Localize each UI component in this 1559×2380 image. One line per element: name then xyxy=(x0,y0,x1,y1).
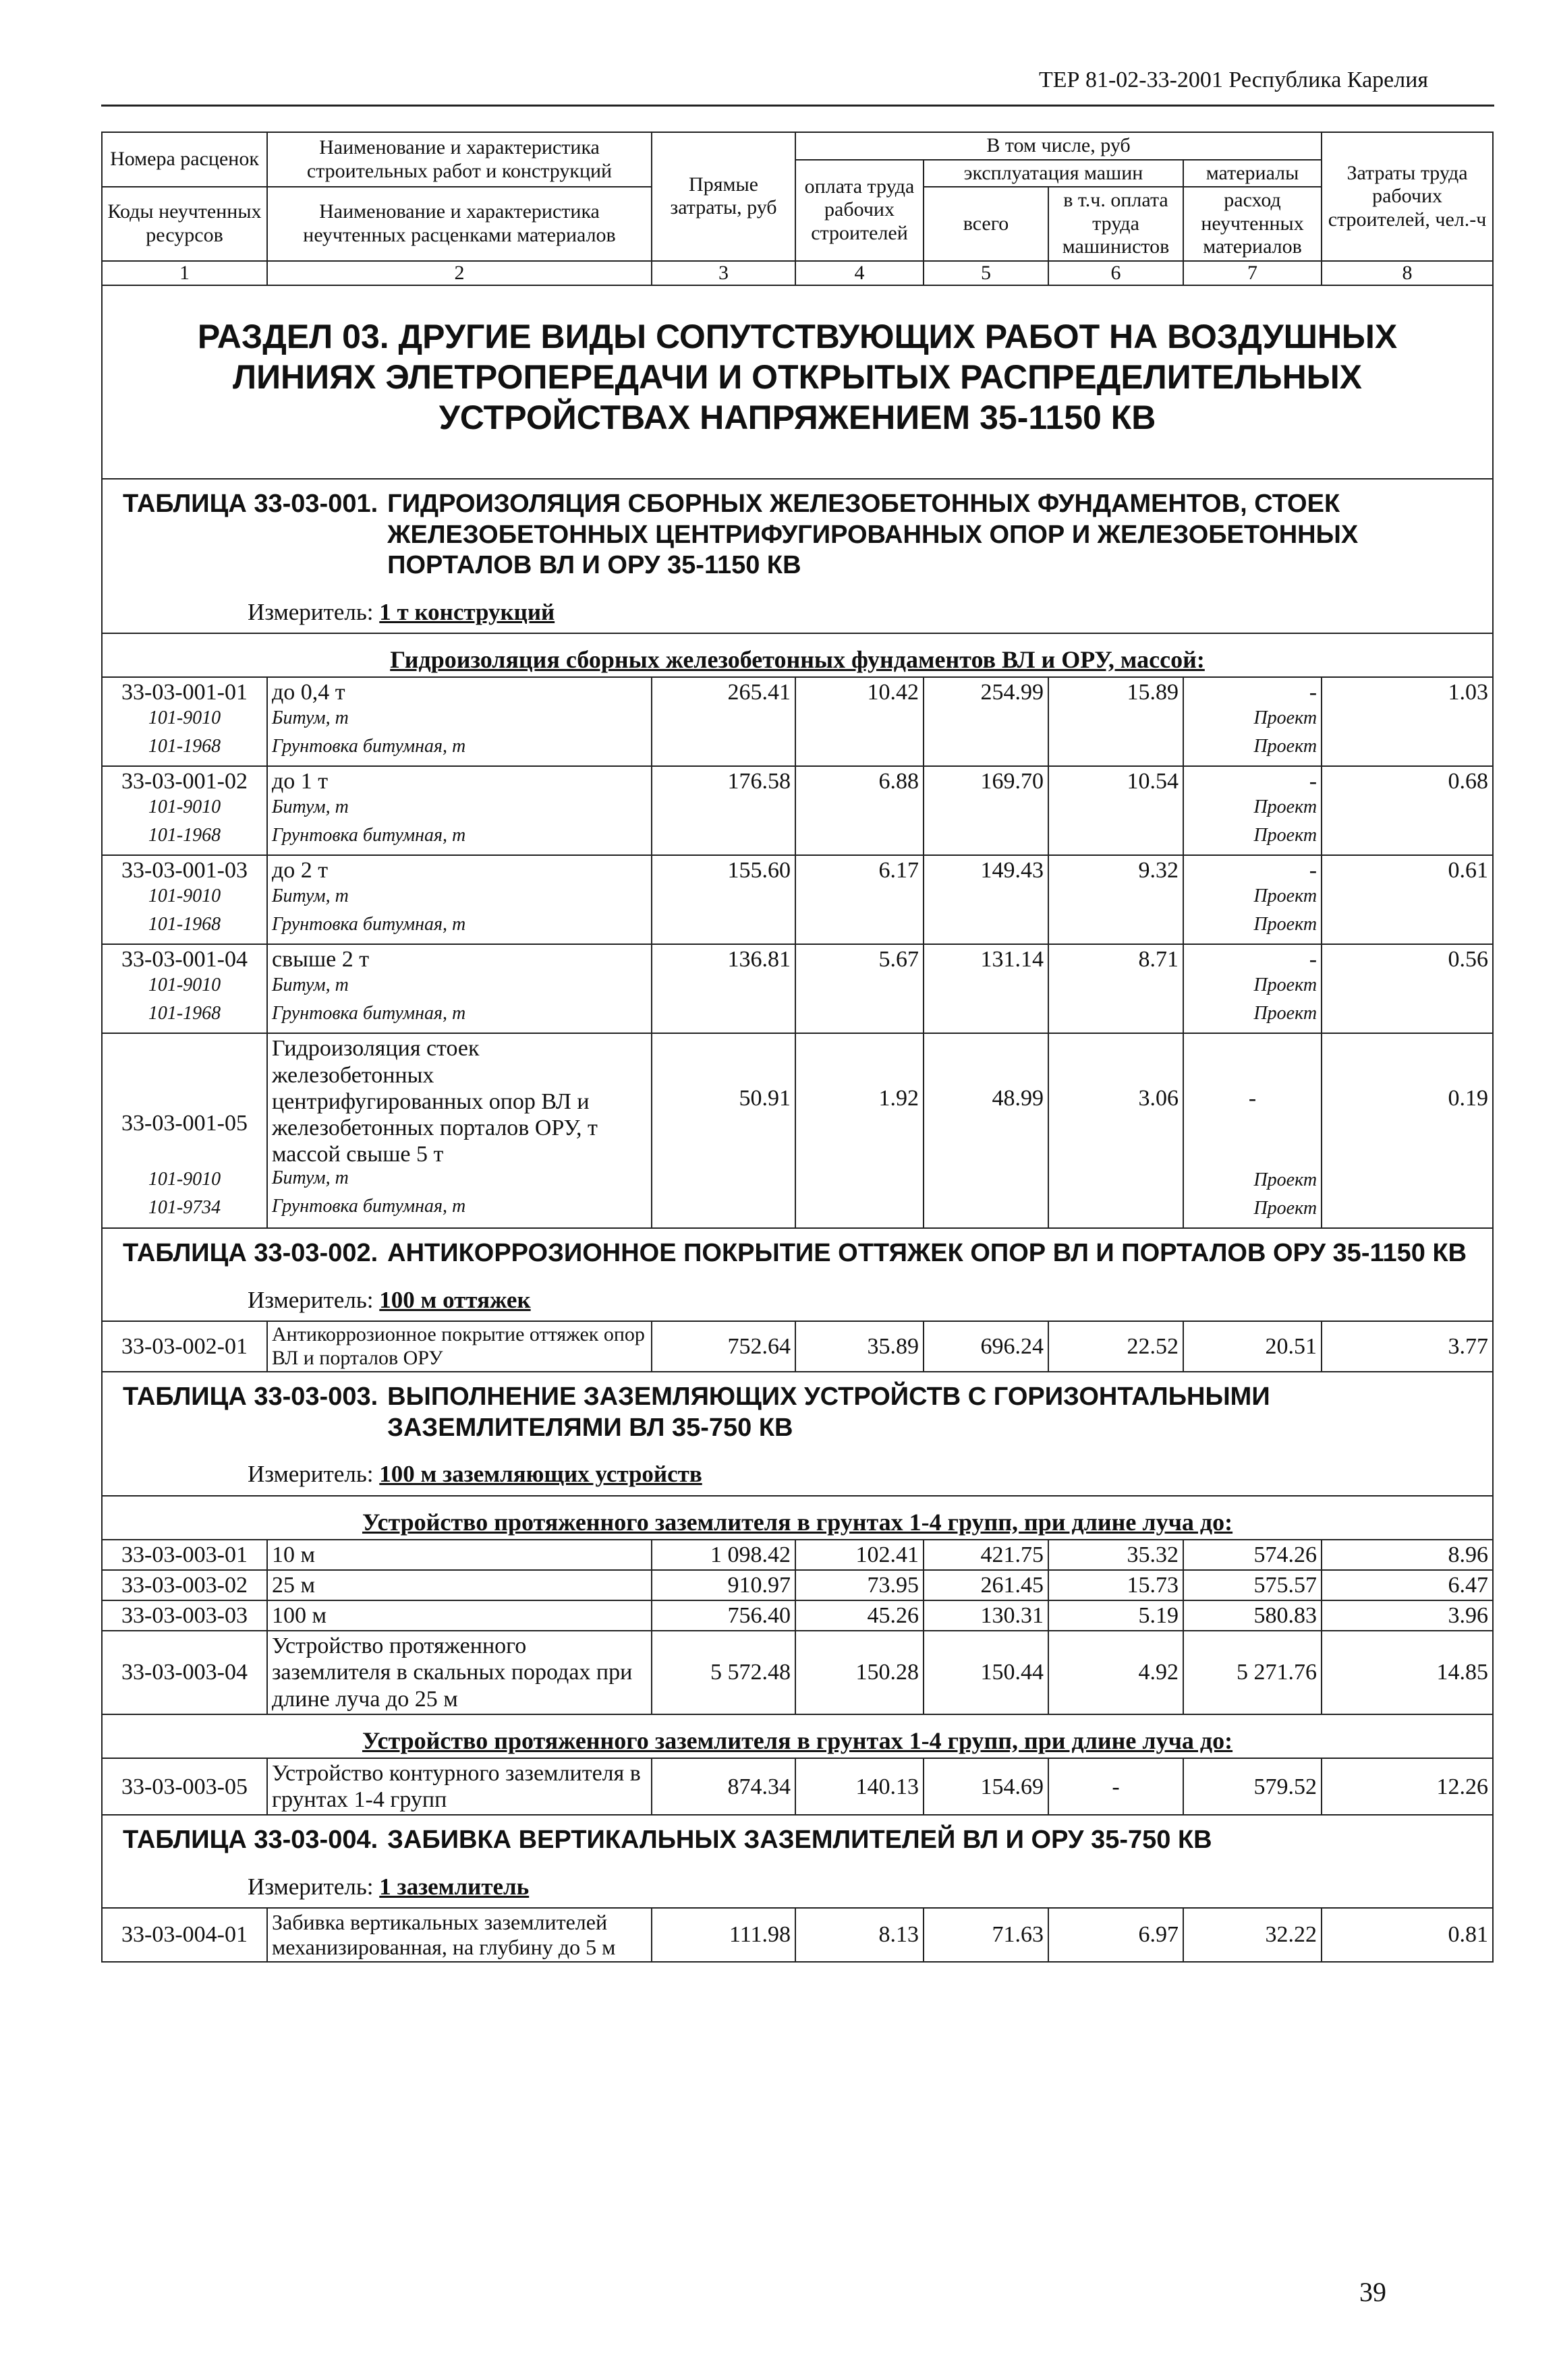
resource-code: 101-9010 xyxy=(148,975,221,996)
in-total-header: В том числе, руб xyxy=(795,132,1322,160)
row-code: 33-03-001-05 xyxy=(121,1111,248,1136)
machinists-cost: 10.54 xyxy=(1048,766,1183,855)
row-name: 10 м xyxy=(267,1540,652,1570)
table-001-measure xyxy=(248,599,1472,626)
table-002-label: ТАБЛИЦА 33-03-002. xyxy=(123,1239,378,1268)
table-001-label: ТАБЛИЦА 33-03-001. xyxy=(123,490,378,518)
labor-hours: 8.96 xyxy=(1322,1540,1493,1570)
group-title: Гидроизоляция сборных железобетонных фундаментов ВЛ и ОРУ, массой: xyxy=(390,646,1205,674)
resource-name: Битум, т xyxy=(272,1167,349,1188)
direct-cost: 176.58 xyxy=(652,766,795,855)
row-name: 25 м xyxy=(267,1570,652,1600)
table-003-title: ВЫПОЛНЕНИЕ ЗАЗЕМЛЯЮЩИХ УСТРОЙСТВ С ГОРИЗОНТАЛЬНЫМИ ЗАЗЕМЛИТЕЛЯМИ ВЛ 35-750 КВ xyxy=(387,1383,1270,1442)
labor-hours: 14.85 xyxy=(1322,1631,1493,1714)
row-name: 100 м xyxy=(267,1600,652,1631)
labor-cost: 102.41 xyxy=(795,1540,924,1570)
table-003-label: ТАБЛИЦА 33-03-003. xyxy=(123,1383,378,1412)
direct-cost: 265.41 xyxy=(652,677,795,766)
materials-cost: - xyxy=(1309,769,1317,794)
direct-cost: 874.34 xyxy=(652,1758,795,1815)
direct-cost: 50.91 xyxy=(652,1033,795,1228)
row-code: 33-03-003-02 xyxy=(102,1570,267,1600)
direct-cost: 1 098.42 xyxy=(652,1540,795,1570)
row-name: до 0,4 т xyxy=(272,680,345,705)
col8-header: Затраты труда рабочих строителей, чел.-ч xyxy=(1322,132,1493,261)
labor-cost: 8.13 xyxy=(795,1908,924,1962)
row-code: 33-03-001-03 xyxy=(121,858,248,883)
table-003-heading xyxy=(102,1372,1493,1495)
materials-cost: - xyxy=(1309,858,1317,883)
table-002-heading xyxy=(102,1228,1493,1321)
col2-bottom-header: Наименование и характеристика неучтенных расценками материалов xyxy=(267,187,652,261)
resource-code: 101-1968 xyxy=(148,825,221,846)
col-number: 8 xyxy=(1322,261,1493,286)
row-code: 33-03-003-03 xyxy=(102,1600,267,1631)
row-name: Забивка вертикальных заземлителей механизированная, на глубину до 5 м xyxy=(267,1908,652,1962)
table-row xyxy=(102,1631,1493,1714)
col4-header: оплата труда рабочих строителей xyxy=(795,160,924,261)
machinists-cost: 5.19 xyxy=(1048,1600,1183,1631)
header-rule xyxy=(101,105,1494,107)
materials-cost: - xyxy=(1309,680,1317,705)
section-title: РАЗДЕЛ 03. ДРУГИЕ ВИДЫ СОПУТСТВУЮЩИХ РАБОТ НА ВОЗДУШНЫХ ЛИНИЯХ ЭЛЕТРОПЕРЕДАЧИ И ОТКРЫТЫХ РАСПРЕДЕЛИТЕЛЬНЫХ УСТРОЙСТВАХ НАПРЯЖЕНИЕМ 35-1150 КВ xyxy=(102,285,1493,479)
labor-hours: 3.96 xyxy=(1322,1600,1493,1631)
row-code: 33-03-003-04 xyxy=(102,1631,267,1714)
table-001-title: ГИДРОИЗОЛЯЦИЯ СБОРНЫХ ЖЕЛЕЗОБЕТОННЫХ ФУНДАМЕНТОВ, СТОЕК ЖЕЛЕЗОБЕТОННЫХ ЦЕНТРИФУГИРОВАННЫХ ОПОР И ЖЕЛЕЗОБЕТОННЫХ ПОРТАЛОВ ВЛ И ОРУ 35-1150 КВ xyxy=(387,490,1359,580)
table-002-measure xyxy=(248,1287,1472,1314)
labor-hours: 1.03 xyxy=(1322,677,1493,766)
material-note: Проект xyxy=(1253,1003,1317,1024)
machines-cost: 421.75 xyxy=(924,1540,1048,1570)
resource-name: Грунтовка битумная, т xyxy=(272,1195,466,1217)
machinists-cost: 6.97 xyxy=(1048,1908,1183,1962)
row-code: 33-03-001-01 xyxy=(121,680,248,705)
measure-label: Измеритель: xyxy=(248,1461,374,1488)
material-note: Проект xyxy=(1253,914,1317,935)
table-row xyxy=(102,677,1493,766)
machines-header: эксплуатация машин xyxy=(924,160,1183,187)
table-row xyxy=(102,1540,1493,1570)
estimate-table xyxy=(101,132,1494,1963)
table-row xyxy=(102,1908,1493,1962)
material-note: Проект xyxy=(1253,736,1317,757)
row-name: Антикоррозионное покрытие оттяжек опор ВЛ и порталов ОРУ xyxy=(267,1321,652,1372)
resource-code: 101-9010 xyxy=(148,796,221,818)
page-header-title: ТЕР 81-02-33-2001 Республика Карелия xyxy=(1039,67,1429,92)
labor-hours: 0.56 xyxy=(1322,944,1493,1033)
table-001-heading xyxy=(102,479,1493,633)
table-row xyxy=(102,855,1493,944)
materials-cost: 575.57 xyxy=(1183,1570,1322,1600)
col1-top-header: Номера расценок xyxy=(102,132,267,187)
labor-cost: 10.42 xyxy=(795,677,924,766)
col-number: 1 xyxy=(102,261,267,286)
materials-cost: 32.22 xyxy=(1183,1908,1322,1962)
machinists-cost: 15.73 xyxy=(1048,1570,1183,1600)
row-code: 33-03-003-01 xyxy=(102,1540,267,1570)
labor-hours: 0.81 xyxy=(1322,1908,1493,1962)
table-004-title: ЗАБИВКА ВЕРТИКАЛЬНЫХ ЗАЗЕМЛИТЕЛЕЙ ВЛ И ОРУ 35-750 КВ xyxy=(387,1826,1212,1855)
materials-cost: 5 271.76 xyxy=(1183,1631,1322,1714)
table-004-label: ТАБЛИЦА 33-03-004. xyxy=(123,1826,378,1855)
resource-code: 101-1968 xyxy=(148,736,221,757)
measure-value: 1 т конструкций xyxy=(379,598,555,625)
machines-cost: 71.63 xyxy=(924,1908,1048,1962)
direct-cost: 5 572.48 xyxy=(652,1631,795,1714)
machines-cost: 131.14 xyxy=(924,944,1048,1033)
measure-label: Измеритель: xyxy=(248,598,374,625)
col5-header: всего xyxy=(924,187,1048,261)
row-name: Устройство протяженного заземлителя в скальных породах при длине луча до 25 м xyxy=(267,1631,652,1714)
table-row xyxy=(102,944,1493,1033)
table-row xyxy=(102,1321,1493,1372)
row-name: Гидроизоляция стоек железобетонных центрифугированных опор ВЛ и железобетонных порталов ОРУ, т массой свыше 5 т xyxy=(272,1036,598,1167)
machines-cost: 261.45 xyxy=(924,1570,1048,1600)
direct-cost: 111.98 xyxy=(652,1908,795,1962)
row-code: 33-03-001-04 xyxy=(121,947,248,973)
labor-cost: 150.28 xyxy=(795,1631,924,1714)
resource-name: Битум, т xyxy=(272,707,349,729)
resource-name: Грунтовка битумная, т xyxy=(272,825,466,846)
table-row xyxy=(102,766,1493,855)
machinists-cost: 8.71 xyxy=(1048,944,1183,1033)
machines-cost: 48.99 xyxy=(924,1033,1048,1228)
row-name: до 1 т xyxy=(272,769,329,794)
col2-top-header: Наименование и характеристика строительных работ и конструкций xyxy=(267,132,652,187)
labor-hours: 12.26 xyxy=(1322,1758,1493,1815)
col-number: 3 xyxy=(652,261,795,286)
resource-name: Битум, т xyxy=(272,886,349,907)
row-name: до 2 т xyxy=(272,858,329,883)
direct-cost: 155.60 xyxy=(652,855,795,944)
row-code: 33-03-002-01 xyxy=(102,1321,267,1372)
labor-cost: 73.95 xyxy=(795,1570,924,1600)
labor-hours: 0.19 xyxy=(1322,1033,1493,1228)
materials-cost: - xyxy=(1309,947,1317,973)
table-002-title: АНТИКОРРОЗИОННОЕ ПОКРЫТИЕ ОТТЯЖЕК ОПОР ВЛ И ПОРТАЛОВ ОРУ 35-1150 КВ xyxy=(387,1239,1467,1268)
materials-cost: 20.51 xyxy=(1183,1321,1322,1372)
material-note: Проект xyxy=(1253,886,1317,907)
resource-name: Грунтовка битумная, т xyxy=(272,1003,466,1024)
group-title: Устройство протяженного заземлителя в грунтах 1-4 групп, при длине луча до: xyxy=(362,1508,1233,1536)
labor-cost: 35.89 xyxy=(795,1321,924,1372)
table-row xyxy=(102,1570,1493,1600)
machinists-cost: 22.52 xyxy=(1048,1321,1183,1372)
table-004-measure xyxy=(248,1874,1472,1900)
measure-label: Измеритель: xyxy=(248,1873,374,1900)
labor-cost: 6.17 xyxy=(795,855,924,944)
table-004-heading xyxy=(102,1815,1493,1908)
col1-bottom-header: Коды неучтенных ресурсов xyxy=(102,187,267,261)
col-number: 4 xyxy=(795,261,924,286)
resource-code: 101-9010 xyxy=(148,707,221,729)
resource-name: Грунтовка битумная, т xyxy=(272,914,466,935)
col-number: 6 xyxy=(1048,261,1183,286)
material-note: Проект xyxy=(1253,825,1317,846)
labor-cost: 1.92 xyxy=(795,1033,924,1228)
resource-name: Битум, т xyxy=(272,975,349,996)
labor-hours: 0.68 xyxy=(1322,766,1493,855)
col-number: 7 xyxy=(1183,261,1322,286)
direct-cost: 756.40 xyxy=(652,1600,795,1631)
table-003-measure xyxy=(248,1461,1472,1488)
material-note: Проект xyxy=(1253,796,1317,818)
row-name: Устройство контурного заземлителя в грунтах 1-4 групп xyxy=(267,1758,652,1815)
table-003-group-1 xyxy=(102,1496,1493,1540)
machines-cost: 254.99 xyxy=(924,677,1048,766)
table-003-group-2 xyxy=(102,1714,1493,1758)
materials-cost: - xyxy=(1248,1086,1257,1111)
material-note: Проект xyxy=(1253,1169,1317,1191)
labor-cost: 6.88 xyxy=(795,766,924,855)
direct-cost: 910.97 xyxy=(652,1570,795,1600)
col-number: 2 xyxy=(267,261,652,286)
machines-cost: 154.69 xyxy=(924,1758,1048,1815)
resource-code: 101-1968 xyxy=(148,914,221,935)
machinists-cost: 4.92 xyxy=(1048,1631,1183,1714)
col3-header: Прямые затраты, руб xyxy=(652,132,795,261)
machines-cost: 169.70 xyxy=(924,766,1048,855)
materials-cost: 574.26 xyxy=(1183,1540,1322,1570)
machines-cost: 150.44 xyxy=(924,1631,1048,1714)
labor-hours: 0.61 xyxy=(1322,855,1493,944)
col-number: 5 xyxy=(924,261,1048,286)
table-row xyxy=(102,1758,1493,1815)
material-note: Проект xyxy=(1253,707,1317,729)
col7-header: расход неучтенных материалов xyxy=(1183,187,1322,261)
materials-cost: 579.52 xyxy=(1183,1758,1322,1815)
materials-header: материалы xyxy=(1183,160,1322,187)
labor-hours: 3.77 xyxy=(1322,1321,1493,1372)
col6-header: в т.ч. оплата труда машинистов xyxy=(1048,187,1183,261)
material-note: Проект xyxy=(1253,1198,1317,1219)
resource-code: 101-9734 xyxy=(148,1197,221,1219)
material-note: Проект xyxy=(1253,975,1317,996)
machinists-cost: 9.32 xyxy=(1048,855,1183,944)
labor-cost: 45.26 xyxy=(795,1600,924,1631)
table-row xyxy=(102,1600,1493,1631)
machines-cost: 696.24 xyxy=(924,1321,1048,1372)
row-code: 33-03-003-05 xyxy=(102,1758,267,1815)
row-code: 33-03-004-01 xyxy=(102,1908,267,1962)
resource-code: 101-1968 xyxy=(148,1003,221,1024)
labor-cost: 140.13 xyxy=(795,1758,924,1815)
materials-cost: 580.83 xyxy=(1183,1600,1322,1631)
direct-cost: 136.81 xyxy=(652,944,795,1033)
page-number: 39 xyxy=(1359,2277,1386,2307)
machinists-cost: 35.32 xyxy=(1048,1540,1183,1570)
resource-code: 101-9010 xyxy=(148,1169,221,1190)
machines-cost: 130.31 xyxy=(924,1600,1048,1631)
row-name: свыше 2 т xyxy=(272,947,370,973)
direct-cost: 752.64 xyxy=(652,1321,795,1372)
machinists-cost: 3.06 xyxy=(1048,1033,1183,1228)
estimate-document xyxy=(101,132,1492,1963)
machines-cost: 149.43 xyxy=(924,855,1048,944)
row-code: 33-03-001-02 xyxy=(121,769,248,794)
resource-name: Битум, т xyxy=(272,796,349,818)
resource-code: 101-9010 xyxy=(148,886,221,907)
measure-value: 1 заземлитель xyxy=(379,1873,530,1900)
labor-cost: 5.67 xyxy=(795,944,924,1033)
table-row xyxy=(102,1033,1493,1228)
table-001-group xyxy=(102,633,1493,677)
labor-hours: 6.47 xyxy=(1322,1570,1493,1600)
machinists-cost: 15.89 xyxy=(1048,677,1183,766)
measure-value: 100 м оттяжек xyxy=(379,1287,531,1314)
machinists-cost: - xyxy=(1048,1758,1183,1815)
measure-label: Измеритель: xyxy=(248,1287,374,1314)
group-title: Устройство протяженного заземлителя в грунтах 1-4 групп, при длине луча до: xyxy=(362,1726,1233,1754)
resource-name: Грунтовка битумная, т xyxy=(272,736,466,757)
measure-value: 100 м заземляющих устройств xyxy=(379,1461,702,1488)
